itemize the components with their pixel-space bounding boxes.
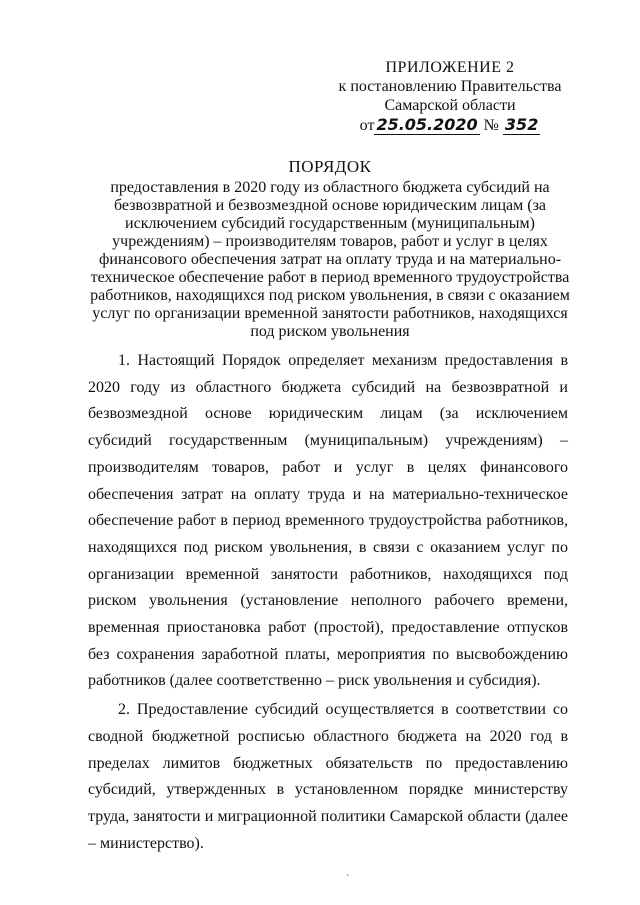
handwritten-date: 25.05.2020 bbox=[376, 115, 478, 134]
number-prefix: № bbox=[483, 117, 499, 134]
handwritten-number: 352 bbox=[504, 115, 539, 134]
paragraph-1: 1. Настоящий Порядок определяет механизм предоставления в 2020 году из областного бюджета субсидий на безвозвратной и безвозмездной основе юридическим лицам (за исключением субсидий государственным (муниципальным) учреждениям) – производителям товаров, работ и услуг в целях финансового обеспечения затрат на оплату труда и на материально-техническое обеспечение работ в период временного трудоустройства работников, находящихся под риском увольнения, в связи с оказанием услуг по организации временной занятости работников, находящихся под риском увольнения (установление неполного рабочего времени, временная приостановка работ (простой), предоставление отпусков без сохранения заработной платы, мероприятия по высвобождению работников (далее соответственно – риск увольнения и субсидия). bbox=[88, 352, 568, 690]
scan-mark: ` bbox=[346, 874, 350, 885]
document-subtitle: предоставления в 2020 году из областного бюджета субсидий на безвозвратной и безвозмездной основе юридическим лицам (за исключением субсидий государственным (муниципальным) учреждениям) – производителям товаров, работ и услуг в целях финансового обеспечения затрат на оплату труда и на материально-техническое обеспечение работ в период временного трудоустройства работников, находящихся под риском увольнения, в связи с оказанием услуг по организации временной занятости работников, находящихся под риском увольнения bbox=[90, 179, 570, 340]
paragraph-2: 2. Предоставление субсидий осуществляется в соответствии со сводной бюджетной росписью областного бюджета на 2020 год в пределах лимитов бюджетных обязательств по предоставлению субсидий, утвержденных в установленном порядке министерству труда, занятости и миграционной политики Самарской области (далее – министерство). bbox=[88, 701, 568, 852]
document-body bbox=[88, 348, 568, 857]
appendix-header bbox=[330, 58, 570, 135]
appendix-label: ПРИЛОЖЕНИЕ 2 bbox=[385, 59, 515, 76]
date-prefix: от bbox=[359, 117, 375, 134]
document-title: ПОРЯДОК bbox=[288, 157, 372, 176]
document-title-block bbox=[80, 158, 580, 341]
appendix-line-1: к постановлению Правительства bbox=[338, 78, 562, 95]
appendix-line-2: Самарской области bbox=[384, 97, 516, 114]
appendix-date-line bbox=[330, 115, 570, 135]
